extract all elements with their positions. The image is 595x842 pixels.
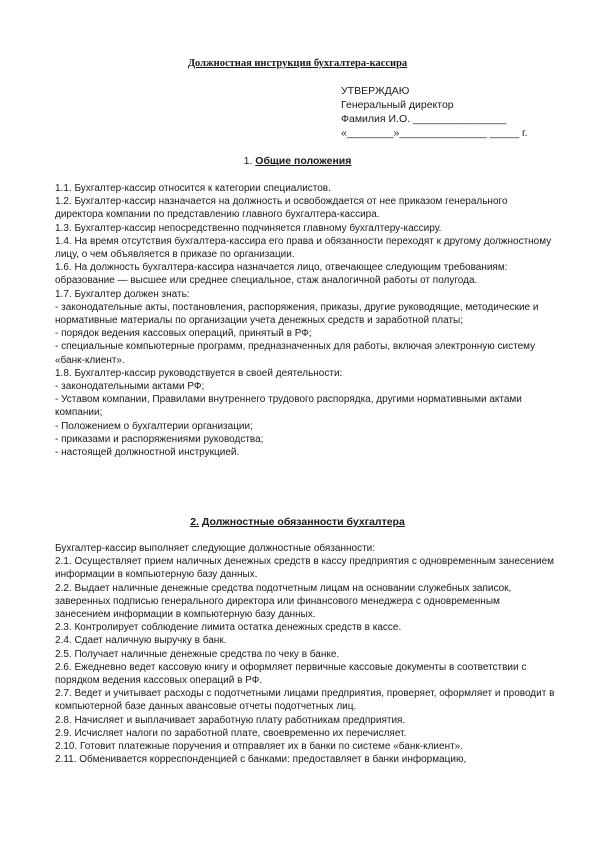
approval-position: Генеральный директор [341, 99, 454, 111]
paragraph: 2.6. Ежедневно ведет кассовую книгу и оформляет первичные кассовые документы в соответствии с порядком ведения кассовых операций в РФ. [55, 661, 527, 687]
paragraph: 2.8. Начисляет и выплачивает заработную плату работникам предприятия. [55, 714, 406, 726]
paragraph: 2.10. Готовит платежные поручения и отправляет их в банки по системе «банк-клиент». [55, 741, 464, 753]
section-2-body [55, 542, 555, 766]
paragraph: - приказами и распоряжениями руководства; [55, 433, 264, 445]
approval-heading: УТВЕРЖДАЮ [341, 85, 410, 97]
paragraph: - порядок ведения кассовых операций, принятый в РФ; [55, 328, 312, 340]
section-1-body [55, 182, 555, 459]
paragraph: 2.3. Контролирует соблюдение лимита остатка денежных средств в кассе. [55, 622, 402, 634]
section-2-title: Должностные обязанности бухгалтера [201, 516, 405, 528]
paragraph: 1.3. Бухгалтер-кассир непосредственно подчиняется главному бухгалтеру-кассиру. [55, 222, 442, 234]
paragraph: 2.11. Обменивается корреспонденцией с банками: предоставляет в банки информацию, [55, 754, 467, 766]
approval-block [341, 84, 571, 140]
section-1-heading [0, 155, 595, 167]
paragraph: 2.7. Ведет и учитывает расходы с подотчетными лицами предприятия, проверяет, оформляет и проводит в компьютерной базе данных авансовые отчеты подотчетных лиц. [55, 688, 555, 713]
paragraph: 1.7. Бухгалтер должен знать: [55, 288, 190, 300]
paragraph: - Уставом компании, Правилами внутреннего трудового распорядка, другими нормативными актами компании; [55, 394, 522, 419]
approval-date-line: «________»_______________ _____ г. [341, 127, 528, 139]
paragraph: - настоящей должностной инструкцией. [55, 447, 240, 459]
paragraph: 2.1. Осуществляет прием наличных денежных средств в кассу предприятия с одновременным занесением информации в компьютерную базу данных. [55, 556, 554, 581]
paragraph: 1.6. На должность бухгалтера-кассира назначается лицо, отвечающее следующим требованиям: образование — высшее или среднее специальное, стаж аналогичной работы от полугода. [55, 262, 508, 287]
approval-name-line: Фамилия И.О. ________________ [341, 113, 507, 125]
paragraph: 2.9. Исчисляет налоги по заработной плате, своевременно их перечисляет. [55, 727, 407, 739]
paragraph: 2.4. Сдает наличную выручку в банк. [55, 635, 227, 647]
paragraph: - специальные компьютерные программ, предназначенных для работы, включая электронную систему «банк-клиент». [55, 341, 536, 366]
paragraph: 1.2. Бухгалтер-кассир назначается на должность и освобождается от нее приказом генерального директора компании по представлению главного бухгалтера-кассира. [55, 196, 508, 221]
section-2-heading [0, 516, 595, 528]
paragraph: 2.5. Получает наличные денежные средства по чеку в банке. [55, 648, 340, 660]
section-1-number: 1. [243, 155, 253, 167]
paragraph: Бухгалтер-кассир выполняет следующие должностные обязанности: [55, 543, 376, 554]
paragraph: - законодательными актами РФ; [55, 381, 205, 393]
section-1-title: Общие положения [255, 155, 352, 167]
paragraph: 1.1. Бухгалтер-кассир относится к категории специалистов. [55, 183, 331, 194]
paragraph: 1.8. Бухгалтер-кассир руководствуется в своей деятельности: [55, 367, 343, 379]
paragraph: - Положением о бухгалтерии организации; [55, 420, 253, 432]
paragraph: 1.4. На время отсутствия бухгалтера-кассира его права и обязанности переходят к другому должностному лицу, о чем объявляется в приказе по организации. [55, 235, 552, 261]
paragraph: - законодательные акты, постановления, распоряжения, приказы, другие руководящие, методические и нормативные материалы по организации учета денежных средств и заработной платы; [55, 301, 539, 327]
paragraph: 2.2. Выдает наличные денежные средства подотчетным лицам на основании служебных записок, заверенных подписью генерального директора или финансового менеджера с одновременным занесением информации в компьютерную базу данных. [55, 582, 512, 621]
section-2-number: 2. [190, 516, 199, 528]
document-title: Должностная инструкция бухгалтера-кассира [187, 58, 408, 69]
